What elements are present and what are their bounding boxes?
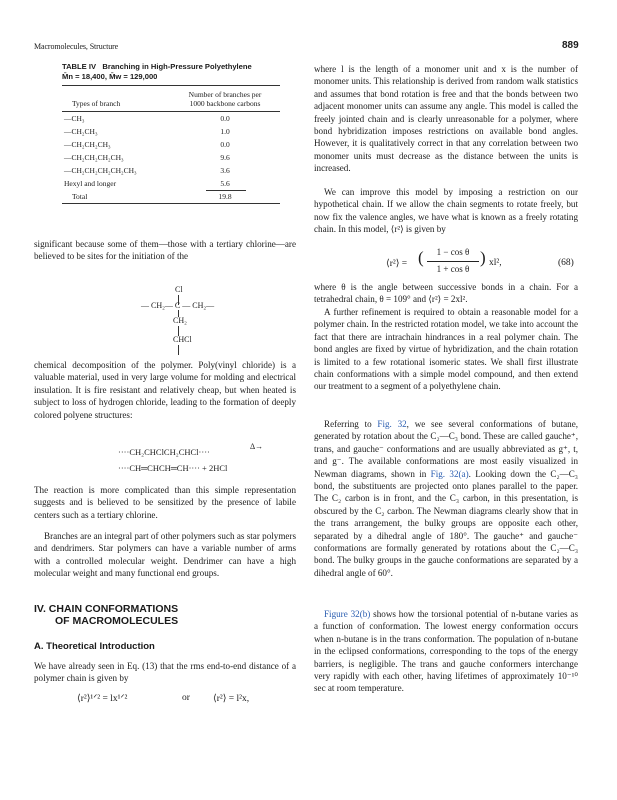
- table-caption-sub: M̄n = 18,400, M̄w = 129,000: [62, 72, 158, 81]
- branch-type: —CH₂CH₂CH₂CH₃: [64, 153, 124, 162]
- left-p2: chemical decomposition of the polymer. Poly(vinyl chloride) is a valuable material, used in very large volume for molding and electrical insulation. It is fire resistant and relatively cheap, but when heated is subject to loss of hydrogen chloride, leading to the formation of deeply colored polyene structures:: [34, 360, 296, 420]
- right-p2: We can improve this model by imposing a restriction on our hypothetical chain. If we allow the chain segments to rotate freely, but now fix the valence angles, we have what is known as a freely rotating chain. In this model, ⟨r²⟩ is given by: [314, 187, 578, 235]
- branch-count: 0.0: [220, 114, 230, 123]
- branch-count: 9.6: [220, 153, 230, 162]
- reaction-reactant: ····CH₂CHClCH₂CHCl····: [118, 447, 210, 457]
- table-row: [62, 125, 280, 138]
- eq-rms-left: ⟨r²⟩¹ᐟ² = lx¹ᐟ²: [77, 694, 128, 704]
- eq68-denominator: 1 + cos θ: [436, 264, 470, 274]
- branch-type: —CH₂CH₂CH₃: [64, 140, 111, 149]
- left-p3: The reaction is more complicated than this simple representation suggests and is believed to be sensitized by the presence of labile centers such as a tertiary chlorine.: [34, 485, 296, 520]
- branch-type: Hexyl and longer: [64, 179, 117, 188]
- total-label: Total: [72, 192, 88, 201]
- eq68-rhs: xl²,: [489, 258, 502, 268]
- structure-ch2: CH₂: [173, 316, 187, 325]
- col-header-type: Types of branch: [72, 99, 121, 108]
- table-total-row: [62, 191, 280, 203]
- subsection-heading: A. Theoretical Introduction: [34, 641, 155, 652]
- total-value: 19.8: [218, 192, 232, 201]
- left-p5: We have already seen in Eq. (13) that the rms end-to-end distance of a polymer chain is given by: [34, 661, 296, 684]
- fig-32a-link[interactable]: Fig. 32(a): [430, 468, 469, 479]
- table-caption: [62, 62, 280, 72]
- branch-count: 5.6: [220, 179, 230, 188]
- reaction-arrow: Δ→: [250, 442, 264, 451]
- reaction-product: ····CH═CHCH═CH···· + 2HCl: [118, 463, 228, 473]
- section-heading: IV. CHAIN CONFORMATIONS OF MACROMOLECULES: [34, 603, 179, 627]
- eq68-lhs: ⟨r²⟩ =: [386, 259, 408, 269]
- page-number: 889: [562, 40, 579, 51]
- branch-type: —CH₃: [64, 114, 85, 123]
- left-p1: significant because some of them—those with a tertiary chlorine—are believed to be sites for the initiation of the: [34, 239, 296, 262]
- table-row: [62, 177, 280, 190]
- branch-count: 3.6: [220, 166, 230, 175]
- branch-type: —CH₂CH₂CH₂CH₂CH₃: [64, 166, 137, 175]
- table-row: [62, 164, 280, 177]
- eq68-number: (68): [558, 258, 574, 268]
- eq68-numerator: 1 − cos θ: [436, 247, 470, 257]
- running-title: Macromolecules, Structure: [34, 42, 119, 51]
- branch-count: 1.0: [220, 127, 230, 136]
- structure-chain: — CH₂— C — CH₂—: [141, 301, 215, 310]
- right-p1: where l is the length of a monomer unit and x is the number of monomer units. This relationship is derived from random walk statistics and assumes that bond rotation is free and that the bonds between two adjacent monomer units can assume any angle. This model is called the freely jointed chain and is clearly unreasonable for a polymer, where bond hybridization imposes restrictions on available bond angles. However, it is qualitatively correct in that any correlation between two monomer units must decrease as the distance between the units is increased.: [314, 64, 578, 174]
- table-caption-title: Branching in High-Pressure Polyethylene: [102, 62, 252, 71]
- right-p5: Referring to Fig. 32, we see several conformations of butane, generated by rotation about the C₂—C₃ bond. These are called gauche⁺, trans, and gauche⁻ conformations and are usually abbreviated as g⁺, t, and g⁻. The available conformations are most easily visualized in Newman diagrams, shown in Fig. 32(a). Looking down the C₂—C₃ bond, the substituents are projected onto planes parallel to the paper. The C₂ carbon is in front, and the C₃ carbon, in this presentation, is obscured by the C₂ carbon. The Newman diagrams clearly show that in the trans arrangement, the bulky groups are opposite each other, separated by a dihedral angle of 180°. The gauche⁺ and gauche⁻ conformations are formally generated by rotations about the C₂—C₃ bond. The bulky groups in the gauche conformations are separated by a dihedral angle of 60°.: [314, 419, 579, 578]
- table-caption-label: TABLE IV: [62, 62, 97, 71]
- branch-type: —CH₂CH₃: [64, 127, 98, 136]
- table-row: [62, 112, 280, 126]
- branch-count: 0.0: [220, 140, 230, 149]
- left-p4: Branches are an integral part of other polymers such as star polymers and dendrimers. Star polymers can have a variable number of arms with a controlled molecular weight. Dendrimer can have a high molecular weight and many functional end groups.: [34, 531, 296, 579]
- col-header-count: Number of branches per 1000 backbone carbons: [188, 90, 262, 108]
- fig-32-link[interactable]: Fig. 32: [377, 419, 407, 429]
- structure-cl: Cl: [175, 285, 183, 294]
- table-row: [62, 138, 280, 151]
- right-p3: where θ is the angle between successive bonds in a chain. For a tetrahedral chain, θ = 109° and ⟨r²⟩ = 2xl².: [314, 282, 578, 305]
- structure-chcl: CHCl: [173, 335, 192, 344]
- right-p6: Figure 32(b) shows how the torsional potential of n-butane varies as a function of conformation. The lowest energy conformation occurs when n-butane is in the trans conformation. The population of n-butane in the eclipsed conformations, corresponding to the tops of the energy barriers, is negligible. The trans and gauche conformers interchange very rapidly with each other, having lifetimes of approximately 10⁻¹⁰ sec at room temperature.: [314, 609, 578, 694]
- table-row: [62, 151, 280, 164]
- branch-table: [62, 86, 280, 190]
- eq-rms-right: ⟨r²⟩ = l²x,: [213, 694, 250, 704]
- fig-32b-link[interactable]: Figure 32(b): [324, 609, 371, 619]
- eq-rms-or: or: [182, 693, 190, 703]
- table-iv: [62, 62, 280, 204]
- right-p4: A further refinement is required to obtain a reasonable model for a polymer chain. In the restricted rotation model, we take into account the fact that there are intrachain hindrances in a real polymer chain. The bond angles are fixed by virtue of hybridization, and the chain rotation is limited to a few rotational isomeric states. We shall first illustrate chain conformations with a simple model compound, and then extend our treatment to a segment of a polyethylene chain.: [314, 307, 578, 392]
